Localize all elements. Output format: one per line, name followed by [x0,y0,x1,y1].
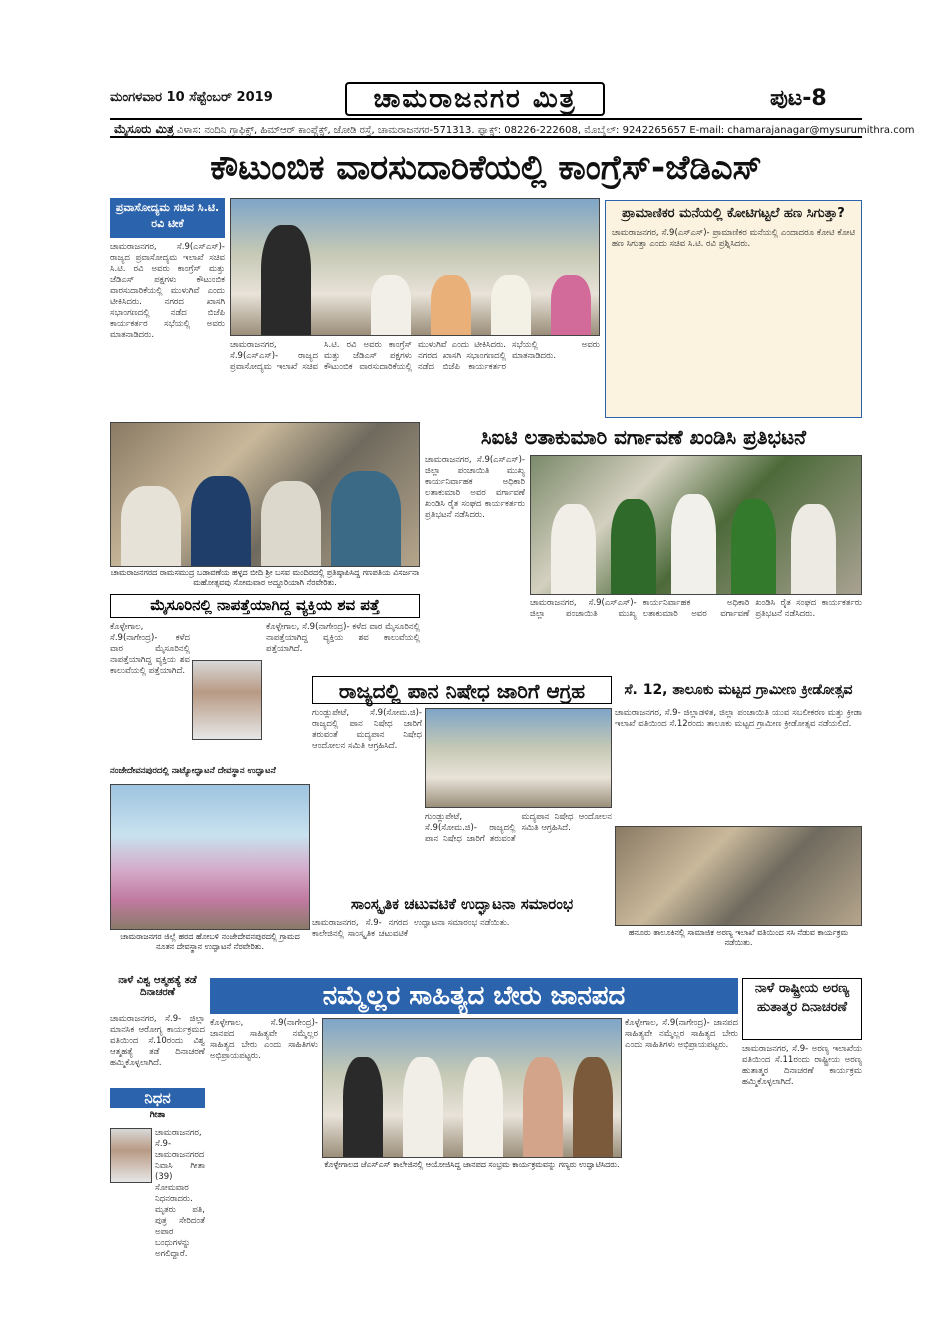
story7-headline: ನಮ್ಮೆಲ್ಲರ ಸಾಹಿತ್ಯದ ಬೇರು ಜಾನಪದ [210,978,738,1014]
story2-headline: ಸಿಐಟಿ ಲತಾಕುಮಾರಿ ವರ್ಗಾವಣೆ ಖಂಡಿಸಿ ಪ್ರತಿಭಟನೆ [480,425,807,449]
box-story [605,200,862,418]
obituary-body: ಚಾಮರಾಜನಗರ, ಸೆ.9- ಚಾಮರಾಜನಗರದ ನಿವಾಸಿ ಗೀತಾ (39) ಸೋಮವಾರ ನಿಧನರಾದರು. ಮೃತರು ಪತಿ, ಪುತ್ರ ಸೇರಿದಂತೆ ಅಪಾರ ಬಂಧುಗಳನ್ನು ಅಗಲಿದ್ದಾರೆ. [155,1128,205,1259]
lower-left-headline: ನಾಳೆ ವಿಶ್ವ ಆತ್ಮಹತ್ಯೆ ತಡೆ ದಿನಾಚರಣೆ [118,975,197,998]
story7-body: ಕೊಳ್ಳೇಗಾಲ, ಸೆ.9(ನಾಗೇಂದ್ರ)- ಜಾನಪದ ಸಾಹಿತ್ಯವೇ ನಮ್ಮೆಲ್ಲರ ಸಾಹಿತ್ಯದ ಬೇರು ಎಂದು ಸಾಹಿತಿಗಳು ಅಭಿಪ್ರಾಯಪಟ್ಟರು. [210,1018,318,1061]
story7-body-cont: ಕೊಳ್ಳೇಗಾಲ, ಸೆ.9(ನಾಗೇಂದ್ರ)- ಜಾನಪದ ಸಾಹಿತ್ಯವೇ ನಮ್ಮೆಲ್ಲರ ಸಾಹಿತ್ಯದ ಬೇರು ಎಂದು ಸಾಹಿತಿಗಳು ಅಭಿಪ್ರಾಯಪಟ್ಟರು. [625,1018,738,1050]
festival-photo-caption: ಚಾಮರಾಜನಗರದ ರಾಮಸಮುದ್ರ ಬಡಾವಣೆಯ ಹಳ್ಳದ ಬೀದಿ ಶ್ರೀ ಬಸವ ಮಂದಿರದಲ್ಲಿ ಪ್ರತಿಷ್ಠಾಪಿಸಿದ್ದ ಗಣಪತಿಯ ವಿಸರ್ಜನಾ ಮಹೋತ್ಸವವು ಸೋಮವಾರ ಅದ್ದೂರಿಯಾಗಿ ನೆರವೇರಿತು. [110,568,420,587]
story4-headline: ರಾಜ್ಯದಲ್ಲಿ ಪಾನ ನಿಷೇಧ ಜಾರಿಗೆ ಆಗ್ರಹ [312,676,612,704]
story5-body: ಚಾಮರಾಜನಗರ, ಸೆ.9- ಜಿಲ್ಲಾಡಳಿತ, ಜಿಲ್ಲಾ ಪಂಚಾಯಿತಿ ಯುವ ಸಬಲೀಕರಣ ಮತ್ತು ಕ್ರೀಡಾ ಇಲಾಖೆ ವತಿಯಿಂದ ಸೆ.12ರಂದು ತಾಲೂಕು ಮಟ್ಟದ ಗ್ರಾಮೀಣ ಕ್ರೀಡೋತ್ಸವ ನಡೆಯಲಿದೆ. [615,708,862,729]
story8-body: ಚಾಮರಾಜನಗರ, ಸೆ.9- ಅರಣ್ಯ ಇಲಾಖೆಯ ವತಿಯಿಂದ ಸೆ.11ರಂದು ರಾಷ್ಟ್ರೀಯ ಅರಣ್ಯ ಹುತಾತ್ಮರ ದಿನಾಚರಣೆ ಕಾರ್ಯಕ್ರಮ ಹಮ್ಮಿಕೊಳ್ಳಲಾಗಿದೆ. [742,1044,862,1087]
protest-photo [530,455,862,595]
temple-photo [110,784,310,930]
story6-body: ಚಾಮರಾಜನಗರ, ಸೆ.9- ನಗರದ ಕಾಲೇಜಿನಲ್ಲಿ ಸಾಂಸ್ಕೃತಿಕ ಚಟುವಟಿಕೆ ಉದ್ಘಾಟನಾ ಸಮಾರಂಭ ನಡೆಯಿತು. [312,918,510,939]
phone-text: ಫ್ಯಾಕ್ಸ್: 08226-222608, ಮೊಬೈಲ್: 9242265657 [477,125,687,136]
missing-person-photo [192,660,262,740]
story3-body-cont: ಕೊಳ್ಳೇಗಾಲ, ಸೆ.9(ನಾಗೇಂದ್ರ)- ಕಳೆದ ವಾರ ಮೈಸೂರಿನಲ್ಲಿ ನಾಪತ್ತೆಯಾಗಿದ್ದ ವ್ಯಕ್ತಿಯ ಶವ ಕಾಲುವೆಯಲ್ಲಿ ಪತ್ತೆಯಾಗಿದೆ. [266,622,420,654]
story3-body: ಕೊಳ್ಳೇಗಾಲ, ಸೆ.9(ನಾಗೇಂದ್ರ)- ಕಳೆದ ವಾರ ಮೈಸೂರಿನಲ್ಲಿ ನಾಪತ್ತೆಯಾಗಿದ್ದ ವ್ಯಕ್ತಿಯ ಶವ ಕಾಲುವೆಯಲ್ಲಿ ಪತ್ತೆಯಾಗಿದೆ. [110,622,190,676]
story4-body-cont: ಗುಂಡ್ಲುಪೇಟೆ, ಸೆ.9(ಸೋಮ.ಜಿ)- ರಾಜ್ಯದಲ್ಲಿ ಪಾನ ನಿಷೇಧ ಜಾರಿಗೆ ತರುವಂತೆ ಮದ್ಯಪಾನ ನಿಷೇಧ ಆಂದೋಲನ ಸಮಿತಿ ಆಗ್ರಹಿಸಿದೆ. [425,812,612,844]
issue-date: ಮಂಗಳವಾರ 10 ಸೆಪ್ಟೆಂಬರ್ 2019 [110,90,273,105]
obituary-photo [110,1128,152,1183]
newspaper-title: ಚಾಮರಾಜನಗರ ಮಿತ್ರ [373,84,577,114]
folk-event-photo [322,1018,622,1158]
temple-headline: ನಂಜೇದೇವನಪುರದಲ್ಲಿ ನಾಟ್ಯೋದ್ಘಾಟನೆ ದೇವಸ್ಥಾನ ಉದ್ಘಾಟನೆ [110,766,276,776]
brand-name: ಮೈಸೂರು ಮಿತ್ರ [114,122,174,136]
story1-photo [230,198,600,336]
email-text: E-mail: chamarajanagar@mysurumithra.com [689,125,915,136]
contact-bar [110,118,915,138]
temple-photo-caption: ಚಾಮರಾಜನಗರ ಜಿಲ್ಲೆ ಹರದ ಹೋಬಳಿ ನಂಜೇದೇವನಪುರದಲ್ಲಿ ಗ್ರಾಮದ ನೂತನ ದೇವಸ್ಥಾನ ಉದ್ಘಾಟನೆ ನೆರವೇರಿತು. [120,932,300,951]
box-story-body: ಚಾಮರಾಜನಗರ, ಸೆ.9(ಎಸ್‌ಎಸ್)- ಪ್ರಾಮಾಣಿಕರ ಮನೆಯಲ್ಲಿ ಎಂದಾದರೂ ಕೋಟಿ ಕೋಟಿ ಹಣ ಸಿಗುತ್ತಾ ಎಂದು ಸಚಿವ ಸಿ.ಟಿ. ರವಿ ಪ್ರಶ್ನಿಸಿದರು. [612,228,855,249]
story8-headline: ನಾಳೆ ರಾಷ್ಟ್ರೀಯ ಅರಣ್ಯ ಹುತಾತ್ಮರ ದಿನಾಚರಣೆ [742,978,862,1040]
festival-photo [110,422,420,567]
masthead-frame [345,82,605,116]
story1-body-cont: ಚಾಮರಾಜನಗರ, ಸೆ.9(ಎಸ್‌ಎಸ್)- ರಾಜ್ಯದ ಪ್ರವಾಸೋದ್ಯಮ ಇಲಾಖೆ ಸಚಿವ ಸಿ.ಟಿ. ರವಿ ಅವರು ಕಾಂಗ್ರೆಸ್ ಮತ್ತು ಜೆಡಿಎಸ್ ಪಕ್ಷಗಳು ಕೌಟುಂಬಿಕ ವಾರಸುದಾರಿಕೆಯಲ್ಲಿ ಮುಳುಗಿವೆ ಎಂದು ಟೀಕಿಸಿದರು. ನಗರದ ಖಾಸಗಿ ಸಭಾಂಗಣದಲ್ಲಿ ನಡೆದ ಬಿಜೆಪಿ ಕಾರ್ಯಕರ್ತರ ಸಭೆಯಲ್ಲಿ ಅವರು ಮಾತನಾಡಿದರು. [230,340,600,372]
petition-photo [425,708,612,808]
main-headline: ಕೌಟುಂಬಿಕ ವಾರಸುದಾರಿಕೆಯಲ್ಲಿ ಕಾಂಗ್ರೆಸ್-ಜೆಡಿಎಸ್ [210,148,762,188]
story2-body-cont: ಚಾಮರಾಜನಗರ, ಸೆ.9(ಎಸ್‌ಎಸ್)- ಜಿಲ್ಲಾ ಪಂಚಾಯಿತಿ ಮುಖ್ಯ ಕಾರ್ಯನಿರ್ವಾಹಕ ಅಧಿಕಾರಿ ಲತಾಕುಮಾರಿ ಅವರ ವರ್ಗಾವಣೆ ಖಂಡಿಸಿ ರೈತ ಸಂಘದ ಕಾರ್ಯಕರ್ತರು ಪ್ರತಿಭಟನೆ ನಡೆಸಿದರು. [530,598,862,619]
story1-body: ಚಾಮರಾಜನಗರ, ಸೆ.9(ಎಸ್‌ಎಸ್)- ರಾಜ್ಯದ ಪ್ರವಾಸೋದ್ಯಮ ಇಲಾಖೆ ಸಚಿವ ಸಿ.ಟಿ. ರವಿ ಅವರು ಕಾಂಗ್ರೆಸ್ ಮತ್ತು ಜೆಡಿಎಸ್ ಪಕ್ಷಗಳು ಕೌಟುಂಬಿಕ ವಾರಸುದಾರಿಕೆಯಲ್ಲಿ ಮುಳುಗಿವೆ ಎಂದು ಟೀಕಿಸಿದರು. ನಗರದ ಖಾಸಗಿ ಸಭಾಂಗಣದಲ್ಲಿ ನಡೆದ ಬಿಜೆಪಿ ಕಾರ್ಯಕರ್ತರ ಸಭೆಯಲ್ಲಿ ಅವರು ಮಾತನಾಡಿದರು. [110,242,225,340]
lower-left-body: ಚಾಮರಾಜನಗರ, ಸೆ.9- ಜಿಲ್ಲಾ ಮಾನಸಿಕ ಆರೋಗ್ಯ ಕಾರ್ಯಕ್ರಮದ ವತಿಯಿಂದ ಸೆ.10ರಂದು ವಿಶ್ವ ಆತ್ಮಹತ್ಯೆ ತಡೆ ದಿನಾಚರಣೆ ಹಮ್ಮಿಕೊಳ್ಳಲಾಗಿದೆ. [110,1014,205,1068]
story4-body: ಗುಂಡ್ಲುಪೇಟೆ, ಸೆ.9(ಸೋಮ.ಜಿ)- ರಾಜ್ಯದಲ್ಲಿ ಪಾನ ನಿಷೇಧ ಜಾರಿಗೆ ತರುವಂತೆ ಮದ್ಯಪಾನ ನಿಷೇಧ ಆಂದೋಲನ ಸಮಿತಿ ಆಗ್ರಹಿಸಿದೆ. [312,708,422,751]
story3-headline: ಮೈಸೂರಿನಲ್ಲಿ ನಾಪತ್ತೆಯಾಗಿದ್ದ ವ್ಯಕ್ತಿಯ ಶವ ಪತ್ತೆ [110,594,420,618]
sapling-photo [615,826,862,926]
folk-event-caption: ಕೊಳ್ಳೇಗಾಲದ ಜೆಎಸ್‌ಎಸ್ ಕಾಲೇಜಿನಲ್ಲಿ ಆಯೋಜಿಸಿದ್ದ ಜಾನಪದ ಸಂಭ್ರಮ ಕಾರ್ಯಕ್ರಮವನ್ನು ಗಣ್ಯರು ಉದ್ಘಾಟಿಸಿದರು. [324,1160,620,1169]
box-story-headline: ಪ್ರಾಮಾಣಿಕರ ಮನೆಯಲ್ಲಿ ಕೋಟಿಗಟ್ಟಲೆ ಹಣ ಸಿಗುತ್ತಾ? [622,206,845,221]
page-number: ಪುಟ-8 [770,86,827,111]
obituary-name: ಗೀತಾ [149,1110,166,1120]
story1-kicker: ಪ್ರವಾಸೋದ್ಯಮ ಸಚಿವ ಸಿ.ಟಿ. ರವಿ ಟೀಕೆ [110,198,225,238]
sapling-photo-caption: ಹನೂರು ತಾಲೂಕಿನಲ್ಲಿ ಸಾಮಾಜಿಕ ಅರಣ್ಯ ಇಲಾಖೆ ವತಿಯಿಂದ ಸಸಿ ನೆಡುವ ಕಾರ್ಯಕ್ರಮ ನಡೆಯಿತು. [628,928,849,947]
address-text: ವಿಳಾಸ: ನಂದಿನಿ ಗ್ರಾಫಿಕ್ಸ್, ಹಿಮ್‌ಆರ್ ಕಾಂಪ್ಲೆಕ್ಸ್, ಜೋಡಿ ರಸ್ತೆ, ಚಾಮರಾಜನಗರ-571313. [177,125,475,136]
story6-headline: ಸಾಂಸ್ಕೃತಿಕ ಚಟುವಟಿಕೆ ಉದ್ಘಾಟನಾ ಸಮಾರಂಭ [350,895,574,913]
story5-headline: ಸೆ. 12, ತಾಲೂಕು ಮಟ್ಟದ ಗ್ರಾಮೀಣ ಕ್ರೀಡೋತ್ಸವ [624,682,853,698]
story2-body: ಚಾಮರಾಜನಗರ, ಸೆ.9(ಎಸ್‌ಎಸ್)- ಜಿಲ್ಲಾ ಪಂಚಾಯಿತಿ ಮುಖ್ಯ ಕಾರ್ಯನಿರ್ವಾಹಕ ಅಧಿಕಾರಿ ಲತಾಕುಮಾರಿ ಅವರ ವರ್ಗಾವಣೆ ಖಂಡಿಸಿ ರೈತ ಸಂಘದ ಕಾರ್ಯಕರ್ತರು ಪ್ರತಿಭಟನೆ ನಡೆಸಿದರು. [425,455,525,520]
obituary-headline: ನಿಧನ [110,1088,205,1108]
